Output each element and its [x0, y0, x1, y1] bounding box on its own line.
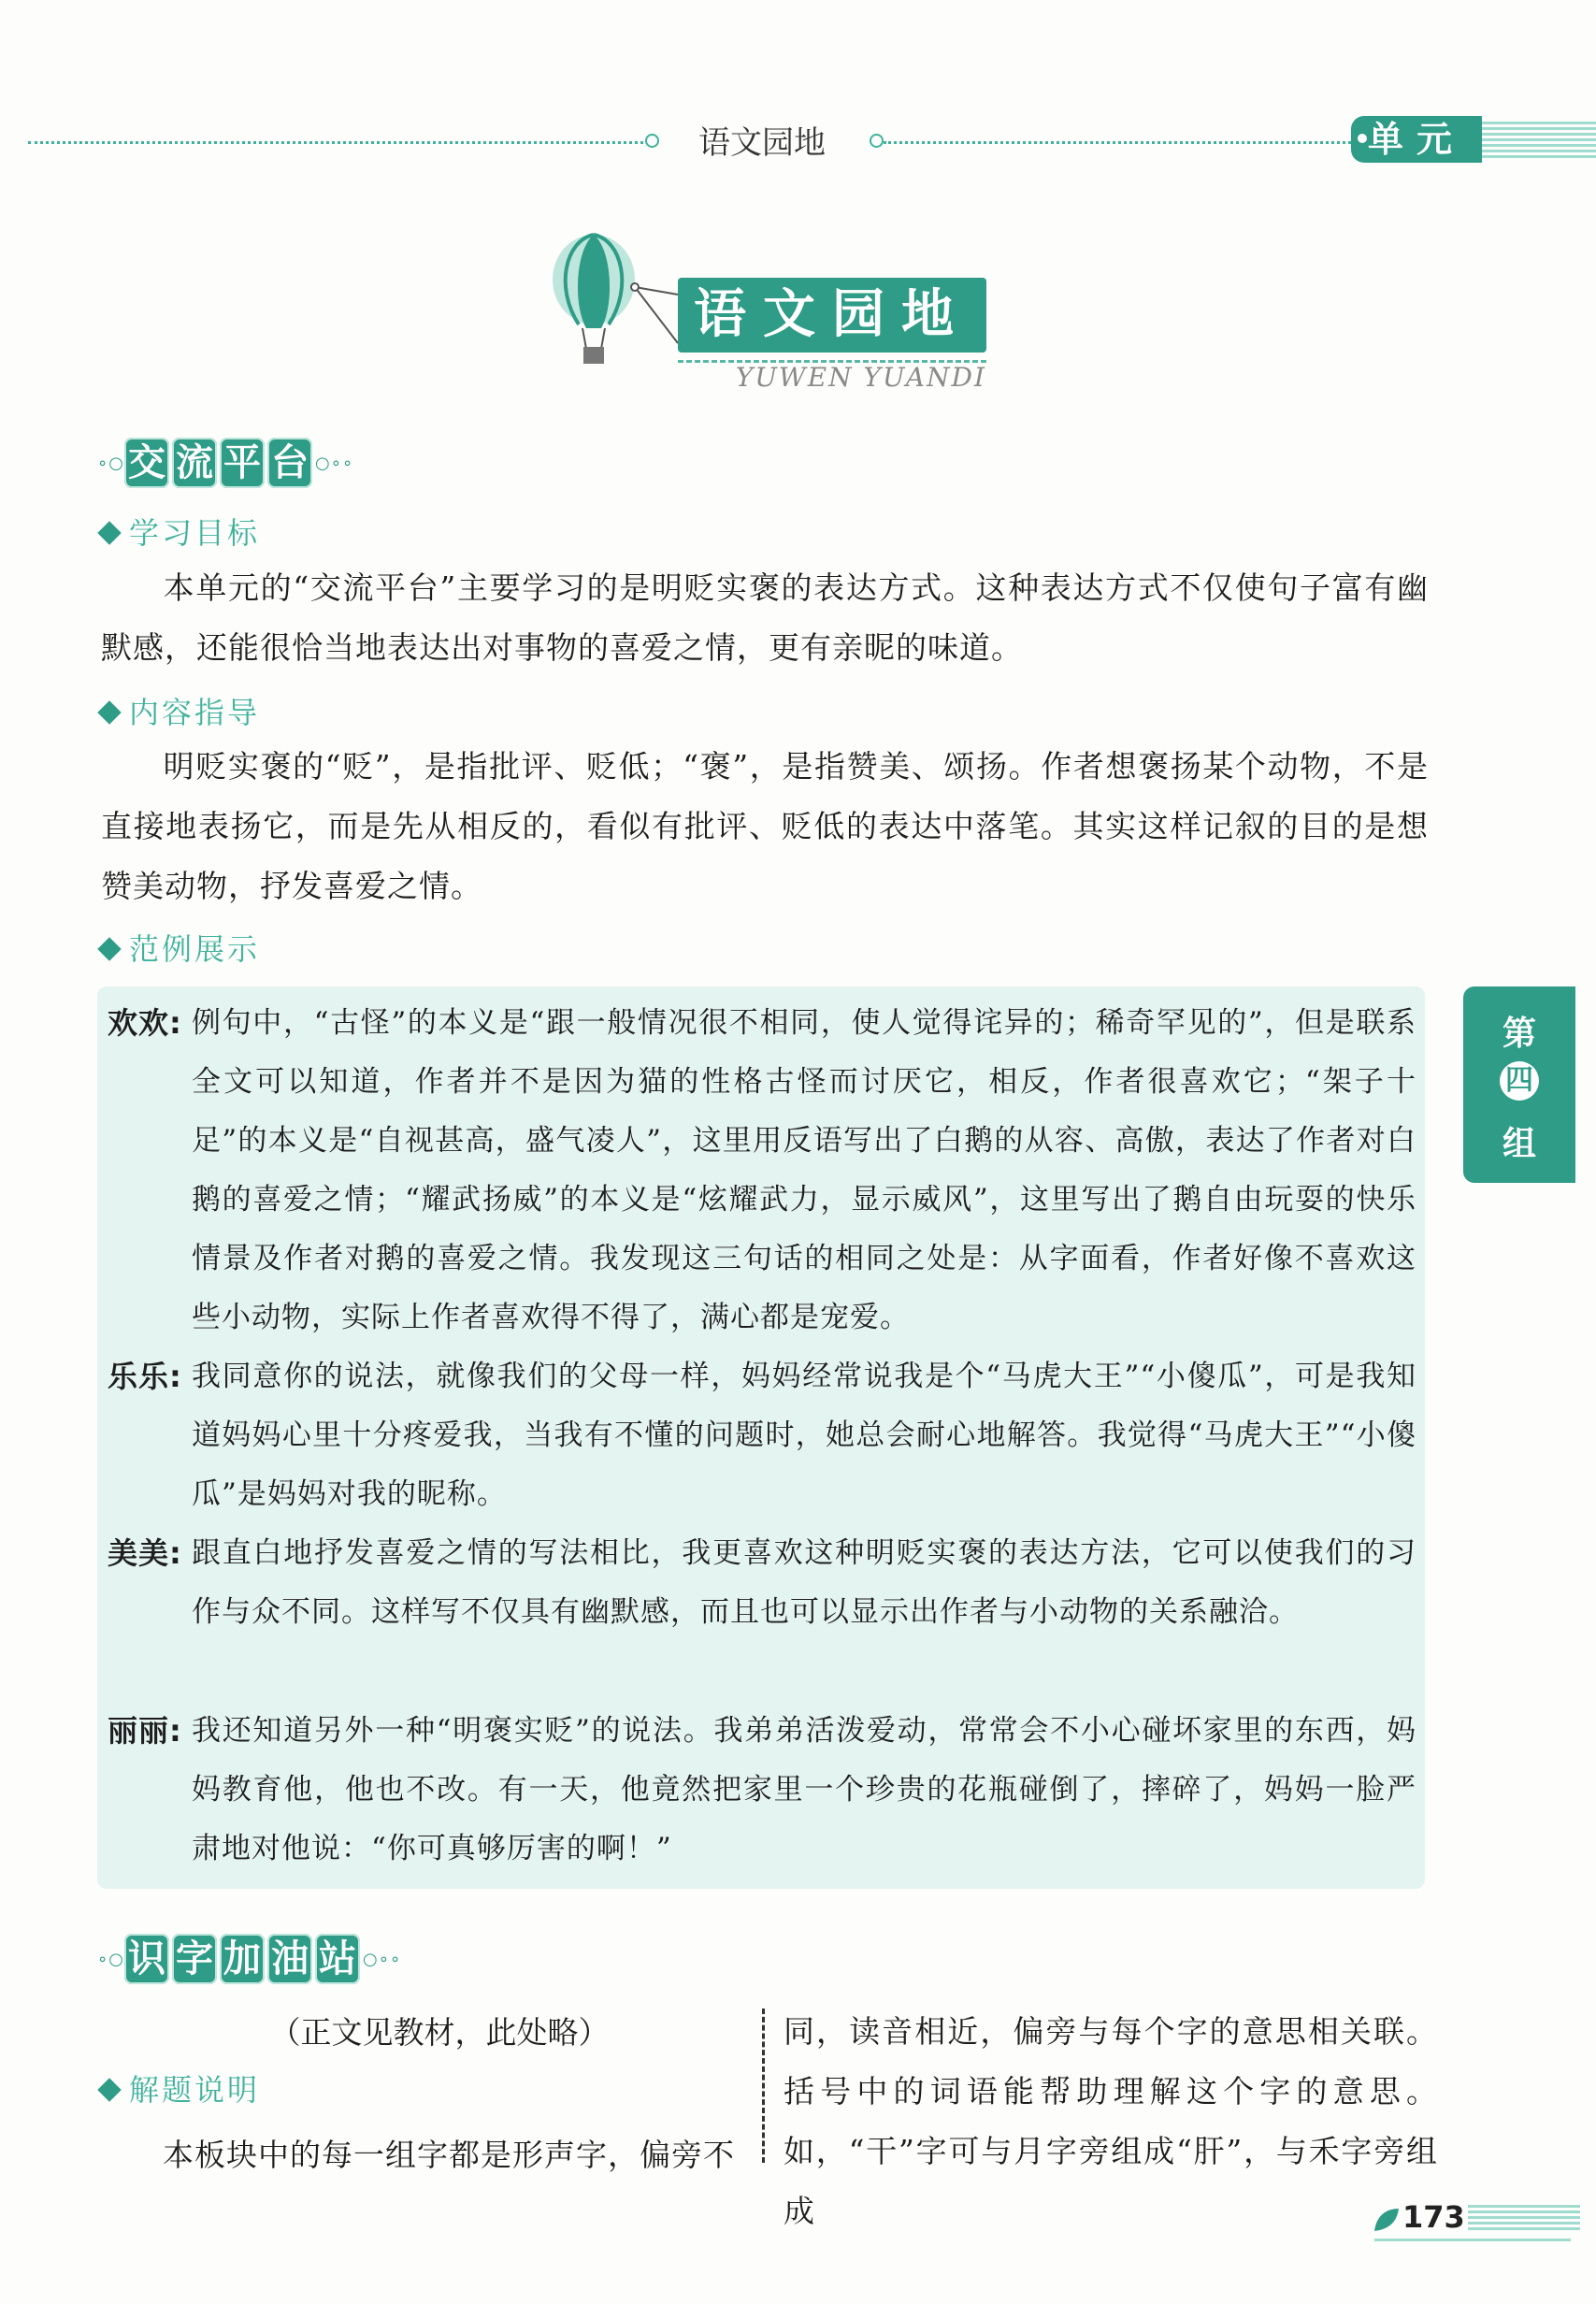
banner-title: 语文园地 [678, 278, 986, 353]
speaker-label: 欢欢: [108, 1005, 182, 1041]
dialogue-lele [108, 1347, 1416, 1524]
unit-tab-stripes [1482, 122, 1596, 159]
diamond-icon [97, 937, 121, 960]
leaf-icon [1373, 2207, 1401, 2233]
subheading-example: 范例展示 [101, 926, 260, 969]
side-tab-group [1463, 986, 1575, 1183]
heading-dots-right: ○∘∘ [314, 453, 354, 473]
header-dot-right [870, 134, 884, 148]
section-heading-exchange [97, 438, 353, 488]
explain-left-column: 本板块中的每一组字都是形声字，偏旁不 [163, 2137, 735, 2173]
dialogue-text: 跟直白地抒发喜爱之情的写法相比，我更喜欢这种明贬实褒的表达方法，它可以使我们的习作与众不同。这样写不仅具有幽默感，而且也可以显示出作者与小动物的关系融洽。 [192, 1536, 1416, 1629]
unit-tab-dot [1358, 134, 1367, 143]
header-line-left [28, 141, 650, 144]
header-line-right [884, 141, 1351, 144]
dialogue-huanhuan [108, 994, 1416, 1347]
subheading-explain: 解题说明 [101, 2066, 260, 2110]
dialogue-text: 我同意你的说法，就像我们的父母一样，妈妈经常说我是个“马虎大王”“小傻瓜”，可是我知道妈妈心里十分疼爱我，当我有不懂的问题时，她总会耐心地解答。我觉得“马虎大王”“小傻瓜”是妈妈对我的昵称。 [192, 1360, 1416, 1511]
heading-dots-right: ○∘∘ [362, 1949, 402, 1969]
diamond-icon [97, 521, 121, 544]
section-banner [538, 222, 1024, 399]
column-divider [762, 2009, 765, 2163]
dialogue-text: 例句中，“古怪”的本义是“跟一般情况很不相同，使人觉得诧异的；稀奇罕见的”，但是联系全文可以知道，作者并不是因为猫的性格古怪而讨厌它，相反，作者很喜欢它；“架子十足”的本义是“自视甚高，盛气凌人”，这里用反语写出了白鹅的从容、高傲，表达了作者对白鹅的喜爱之情；“耀武扬威”的本义是“炫耀武力，显示威风”，这里写出了鹅自由玩耍的快乐情景及作者对鹅的喜爱之情。我发现这三句话的相同之处是：从字面看，作者好像不喜欢这些小动物，实际上作者喜欢得不得了，满心都是宠爱。 [192, 1006, 1416, 1334]
banner-subtitle: YUWEN YUANDI [735, 362, 986, 393]
header-title: 语文园地 [698, 124, 826, 162]
heading-char: 油 [267, 1934, 312, 1984]
heading-char: 站 [315, 1934, 360, 1984]
speaker-label: 乐乐: [108, 1359, 182, 1394]
page-number: 173 [1402, 2199, 1465, 2235]
dialogue-lili [108, 1702, 1416, 1879]
dialogue-meimei [108, 1524, 1416, 1642]
section-heading-literacy [97, 1934, 401, 1984]
goal-paragraph: 本单元的“交流平台”主要学习的是明贬实褒的表达方式。这种表达方式不仅使句子富有幽默感，还能很恰当地表达出对事物的喜爱之情，更有亲昵的味道。 [101, 569, 1429, 666]
subheading-guide: 内容指导 [101, 689, 260, 732]
heading-char: 交 [124, 438, 169, 488]
header-dot-left [645, 134, 659, 148]
unit-tab: 单元 [1351, 116, 1482, 163]
side-tab-line2: 四 [1500, 1061, 1539, 1101]
textbook-note: （正文见教材，此处略） [269, 2014, 610, 2051]
heading-char: 流 [172, 438, 217, 488]
explain-right-column: 同，读音相近，偏旁与每个字的意思相关联。括号中的词语能帮助理解这个字的意思。如，“干”字可与月字旁组成“肝”，与禾字旁组成 [784, 2013, 1438, 2229]
side-tab-line3: 组 [1502, 1125, 1536, 1163]
heading-char: 平 [220, 438, 265, 488]
heading-char: 台 [267, 438, 312, 488]
dialogue-text: 我还知道另外一种“明褒实贬”的说法。我弟弟活泼爱动，常常会不小心碰坏家里的东西，妈妈教育他，他也不改。有一天，他竟然把家里一个珍贵的花瓶碰倒了，摔碎了，妈妈一脸严肃地对他说：“你可真够厉害的啊！” [192, 1714, 1416, 1865]
page-number-stripes [1468, 2205, 1580, 2233]
heading-dots-left: ∘○ [97, 453, 124, 473]
heading-char: 字 [172, 1934, 217, 1984]
hot-air-balloon-icon [538, 231, 687, 371]
speaker-label: 丽丽: [108, 1713, 182, 1749]
guide-paragraph: 明贬实褒的“贬”，是指批评、贬低；“褒”，是指赞美、颂扬。作者想褒扬某个动物，不是直接地表扬它，而是先从相反的，看似有批评、贬低的表达中落笔。其实这样记叙的目的是想赞美动物，抒发喜爱之情。 [101, 748, 1429, 904]
subheading-goal: 学习目标 [101, 510, 260, 553]
page-number-underline [1374, 2239, 1571, 2241]
speaker-label: 美美: [108, 1535, 182, 1571]
heading-char: 加 [220, 1934, 265, 1984]
heading-dots-left: ∘○ [97, 1949, 124, 1969]
diamond-icon [97, 2078, 121, 2101]
heading-char: 识 [124, 1934, 169, 1984]
side-tab-line1: 第 [1502, 1015, 1536, 1053]
diamond-icon [97, 700, 121, 724]
